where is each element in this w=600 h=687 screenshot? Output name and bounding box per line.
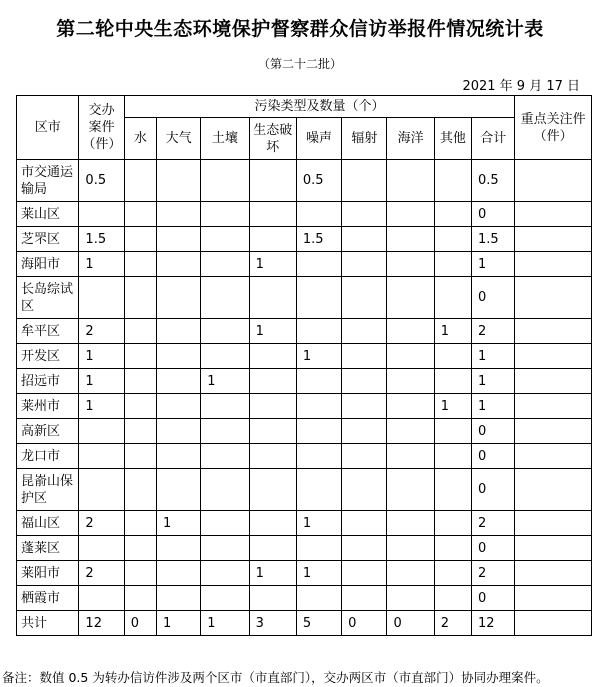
cell-soil — [201, 469, 249, 511]
cell-ecology — [249, 469, 296, 511]
cell-ocean — [387, 160, 434, 202]
cell-radiation — [342, 277, 387, 319]
cell-water — [124, 344, 156, 369]
cell-focus — [515, 227, 592, 252]
cell-noise — [296, 536, 341, 561]
table-row — [17, 561, 592, 586]
cell-air — [156, 419, 200, 444]
cell-region: 莱州市 — [17, 394, 79, 419]
cell-radiation — [342, 252, 387, 277]
cell-region: 海阳市 — [17, 252, 79, 277]
table-row — [17, 511, 592, 536]
cell-focus — [515, 252, 592, 277]
cell-total: 0 — [472, 419, 515, 444]
table-row — [17, 536, 592, 561]
cell-focus — [515, 561, 592, 586]
cell-total: 0 — [472, 586, 515, 611]
report-date: 2021 年 9 月 17 日 — [462, 79, 580, 94]
header-type-other: 其他 — [434, 118, 471, 160]
cell-ocean: 0 — [387, 611, 434, 636]
cell-total: 2 — [472, 511, 515, 536]
cell-focus — [515, 202, 592, 227]
cell-total: 0 — [472, 444, 515, 469]
cell-ocean — [387, 511, 434, 536]
cell-focus — [515, 586, 592, 611]
table-row — [17, 469, 592, 511]
cell-noise — [296, 394, 341, 419]
header-type-noise: 噪声 — [296, 118, 341, 160]
cell-assigned — [79, 444, 124, 469]
cell-soil — [201, 202, 249, 227]
cell-region: 共计 — [17, 611, 79, 636]
cell-region: 长岛综试区 — [17, 277, 79, 319]
header-type-soil: 土壤 — [201, 118, 249, 160]
cell-radiation — [342, 444, 387, 469]
cell-other — [434, 202, 471, 227]
cell-radiation — [342, 469, 387, 511]
table-row — [17, 252, 592, 277]
cell-other: 1 — [434, 394, 471, 419]
cell-ocean — [387, 227, 434, 252]
cell-focus — [515, 319, 592, 344]
cell-noise: 1.5 — [296, 227, 341, 252]
cell-water — [124, 369, 156, 394]
cell-region: 莱山区 — [17, 202, 79, 227]
cell-assigned — [79, 277, 124, 319]
cell-total: 1 — [472, 394, 515, 419]
cell-ecology — [249, 344, 296, 369]
cell-radiation — [342, 536, 387, 561]
cell-ocean — [387, 252, 434, 277]
cell-ocean — [387, 469, 434, 511]
cell-air — [156, 344, 200, 369]
cell-focus — [515, 394, 592, 419]
cell-noise — [296, 444, 341, 469]
cell-noise: 1 — [296, 344, 341, 369]
cell-ocean — [387, 277, 434, 319]
cell-soil — [201, 252, 249, 277]
cell-air — [156, 277, 200, 319]
cell-noise — [296, 419, 341, 444]
cell-region: 招远市 — [17, 369, 79, 394]
cell-soil — [201, 344, 249, 369]
cell-ecology — [249, 202, 296, 227]
cell-radiation — [342, 511, 387, 536]
cell-air — [156, 202, 200, 227]
cell-region: 昆嵛山保护区 — [17, 469, 79, 511]
cell-ocean — [387, 561, 434, 586]
cell-noise — [296, 277, 341, 319]
cell-ecology — [249, 227, 296, 252]
table-row — [17, 227, 592, 252]
header-pollution-group: 污染类型及数量（个） — [124, 96, 515, 118]
cell-radiation — [342, 394, 387, 419]
cell-water — [124, 419, 156, 444]
cell-total: 2 — [472, 561, 515, 586]
cell-soil — [201, 319, 249, 344]
cell-noise: 1 — [296, 561, 341, 586]
cell-air — [156, 444, 200, 469]
cell-noise: 0.5 — [296, 160, 341, 202]
cell-other — [434, 369, 471, 394]
cell-other: 2 — [434, 611, 471, 636]
cell-assigned: 0.5 — [79, 160, 124, 202]
cell-noise — [296, 369, 341, 394]
cell-air — [156, 561, 200, 586]
header-region: 区市 — [17, 96, 79, 160]
cell-region: 高新区 — [17, 419, 79, 444]
statistics-table — [16, 95, 592, 636]
cell-radiation: 0 — [342, 611, 387, 636]
cell-ocean — [387, 394, 434, 419]
cell-air: 1 — [156, 511, 200, 536]
page-title: 第二轮中央生态环境保护督察群众信访举报件情况统计表 — [56, 18, 544, 40]
cell-ecology — [249, 586, 296, 611]
cell-radiation — [342, 586, 387, 611]
cell-noise: 1 — [296, 511, 341, 536]
cell-soil — [201, 227, 249, 252]
cell-ocean — [387, 344, 434, 369]
cell-ocean — [387, 419, 434, 444]
cell-total: 12 — [472, 611, 515, 636]
cell-ecology — [249, 277, 296, 319]
cell-noise — [296, 469, 341, 511]
cell-air — [156, 252, 200, 277]
cell-ecology — [249, 536, 296, 561]
cell-total: 1 — [472, 252, 515, 277]
cell-region: 开发区 — [17, 344, 79, 369]
cell-total: 1 — [472, 369, 515, 394]
cell-assigned: 2 — [79, 561, 124, 586]
cell-other — [434, 252, 471, 277]
cell-noise — [296, 586, 341, 611]
cell-region: 栖霞市 — [17, 586, 79, 611]
cell-ecology: 1 — [249, 561, 296, 586]
table-row — [17, 444, 592, 469]
cell-noise — [296, 319, 341, 344]
cell-total: 0 — [472, 536, 515, 561]
cell-assigned: 1 — [79, 394, 124, 419]
header-focus: 重点关注件（件） — [515, 96, 592, 160]
cell-assigned: 1 — [79, 252, 124, 277]
cell-soil — [201, 277, 249, 319]
cell-total: 0 — [472, 277, 515, 319]
cell-air — [156, 160, 200, 202]
header-type-ecology: 生态破坏 — [249, 118, 296, 160]
cell-assigned — [79, 586, 124, 611]
cell-focus — [515, 469, 592, 511]
cell-assigned: 1.5 — [79, 227, 124, 252]
cell-water — [124, 586, 156, 611]
cell-focus — [515, 536, 592, 561]
cell-ocean — [387, 586, 434, 611]
cell-noise: 5 — [296, 611, 341, 636]
cell-other — [434, 227, 471, 252]
cell-region: 芝罘区 — [17, 227, 79, 252]
cell-total: 1.5 — [472, 227, 515, 252]
cell-ocean — [387, 369, 434, 394]
cell-ecology — [249, 369, 296, 394]
cell-air — [156, 536, 200, 561]
cell-assigned: 1 — [79, 344, 124, 369]
header-type-water: 水 — [124, 118, 156, 160]
cell-total: 0.5 — [472, 160, 515, 202]
table-header — [17, 96, 592, 160]
table-body — [17, 160, 592, 636]
cell-total: 1 — [472, 344, 515, 369]
cell-other — [434, 561, 471, 586]
cell-other: 1 — [434, 319, 471, 344]
cell-air — [156, 586, 200, 611]
cell-ecology: 3 — [249, 611, 296, 636]
footnote: 备注：数值 0.5 为转办信访件涉及两个区市（市直部门），交办两区市（市直部门）协同办理案件。 — [2, 670, 549, 685]
cell-total: 0 — [472, 469, 515, 511]
table-row — [17, 586, 592, 611]
cell-air — [156, 394, 200, 419]
cell-other — [434, 419, 471, 444]
header-type-ocean: 海洋 — [387, 118, 434, 160]
cell-water — [124, 511, 156, 536]
cell-other — [434, 469, 471, 511]
cell-water: 0 — [124, 611, 156, 636]
cell-assigned — [79, 419, 124, 444]
cell-water — [124, 394, 156, 419]
cell-radiation — [342, 344, 387, 369]
cell-focus — [515, 369, 592, 394]
cell-soil — [201, 536, 249, 561]
cell-air: 1 — [156, 611, 200, 636]
cell-focus — [515, 611, 592, 636]
table-row — [17, 319, 592, 344]
cell-noise — [296, 202, 341, 227]
cell-air — [156, 469, 200, 511]
cell-soil — [201, 511, 249, 536]
cell-radiation — [342, 561, 387, 586]
cell-assigned: 1 — [79, 369, 124, 394]
cell-water — [124, 469, 156, 511]
cell-radiation — [342, 160, 387, 202]
cell-assigned — [79, 536, 124, 561]
cell-soil — [201, 160, 249, 202]
table-row — [17, 344, 592, 369]
cell-other — [434, 586, 471, 611]
cell-water — [124, 160, 156, 202]
cell-total: 0 — [472, 202, 515, 227]
cell-water — [124, 561, 156, 586]
table-row — [17, 277, 592, 319]
batch-subtitle: （第二十二批） — [257, 57, 342, 71]
cell-ecology — [249, 444, 296, 469]
cell-radiation — [342, 419, 387, 444]
table-row — [17, 419, 592, 444]
cell-ecology — [249, 511, 296, 536]
cell-water — [124, 319, 156, 344]
cell-radiation — [342, 202, 387, 227]
cell-air — [156, 319, 200, 344]
cell-water — [124, 227, 156, 252]
cell-radiation — [342, 319, 387, 344]
cell-focus — [515, 344, 592, 369]
cell-focus — [515, 160, 592, 202]
header-type-radiation: 辐射 — [342, 118, 387, 160]
cell-focus — [515, 444, 592, 469]
cell-radiation — [342, 369, 387, 394]
cell-region: 莱阳市 — [17, 561, 79, 586]
cell-other — [434, 511, 471, 536]
cell-ecology — [249, 419, 296, 444]
table-total-row — [17, 611, 592, 636]
cell-other — [434, 536, 471, 561]
cell-region: 蓬莱区 — [17, 536, 79, 561]
cell-other — [434, 344, 471, 369]
table-row — [17, 394, 592, 419]
cell-soil: 1 — [201, 369, 249, 394]
cell-soil — [201, 561, 249, 586]
cell-other — [434, 160, 471, 202]
cell-assigned — [79, 202, 124, 227]
header-type-total: 合计 — [472, 118, 515, 160]
cell-ocean — [387, 536, 434, 561]
cell-ocean — [387, 444, 434, 469]
cell-air — [156, 227, 200, 252]
cell-soil — [201, 394, 249, 419]
cell-ocean — [387, 319, 434, 344]
cell-ecology — [249, 160, 296, 202]
cell-ecology: 1 — [249, 252, 296, 277]
cell-ocean — [387, 202, 434, 227]
table-row — [17, 160, 592, 202]
table-row — [17, 369, 592, 394]
cell-noise — [296, 252, 341, 277]
cell-region: 福山区 — [17, 511, 79, 536]
cell-focus — [515, 419, 592, 444]
cell-soil — [201, 419, 249, 444]
cell-soil: 1 — [201, 611, 249, 636]
cell-water — [124, 202, 156, 227]
cell-assigned: 2 — [79, 319, 124, 344]
cell-other — [434, 444, 471, 469]
cell-assigned: 2 — [79, 511, 124, 536]
cell-air — [156, 369, 200, 394]
cell-region: 龙口市 — [17, 444, 79, 469]
cell-soil — [201, 444, 249, 469]
cell-focus — [515, 277, 592, 319]
table-row — [17, 202, 592, 227]
cell-region: 市交通运输局 — [17, 160, 79, 202]
cell-radiation — [342, 227, 387, 252]
header-type-air: 大气 — [156, 118, 200, 160]
cell-water — [124, 444, 156, 469]
cell-ecology: 1 — [249, 319, 296, 344]
cell-soil — [201, 586, 249, 611]
cell-focus — [515, 511, 592, 536]
cell-water — [124, 252, 156, 277]
cell-water — [124, 536, 156, 561]
cell-assigned: 12 — [79, 611, 124, 636]
cell-region: 牟平区 — [17, 319, 79, 344]
cell-total: 2 — [472, 319, 515, 344]
cell-assigned — [79, 469, 124, 511]
cell-other — [434, 277, 471, 319]
cell-water — [124, 277, 156, 319]
cell-ecology — [249, 394, 296, 419]
header-assigned: 交办案件（件） — [79, 96, 124, 160]
